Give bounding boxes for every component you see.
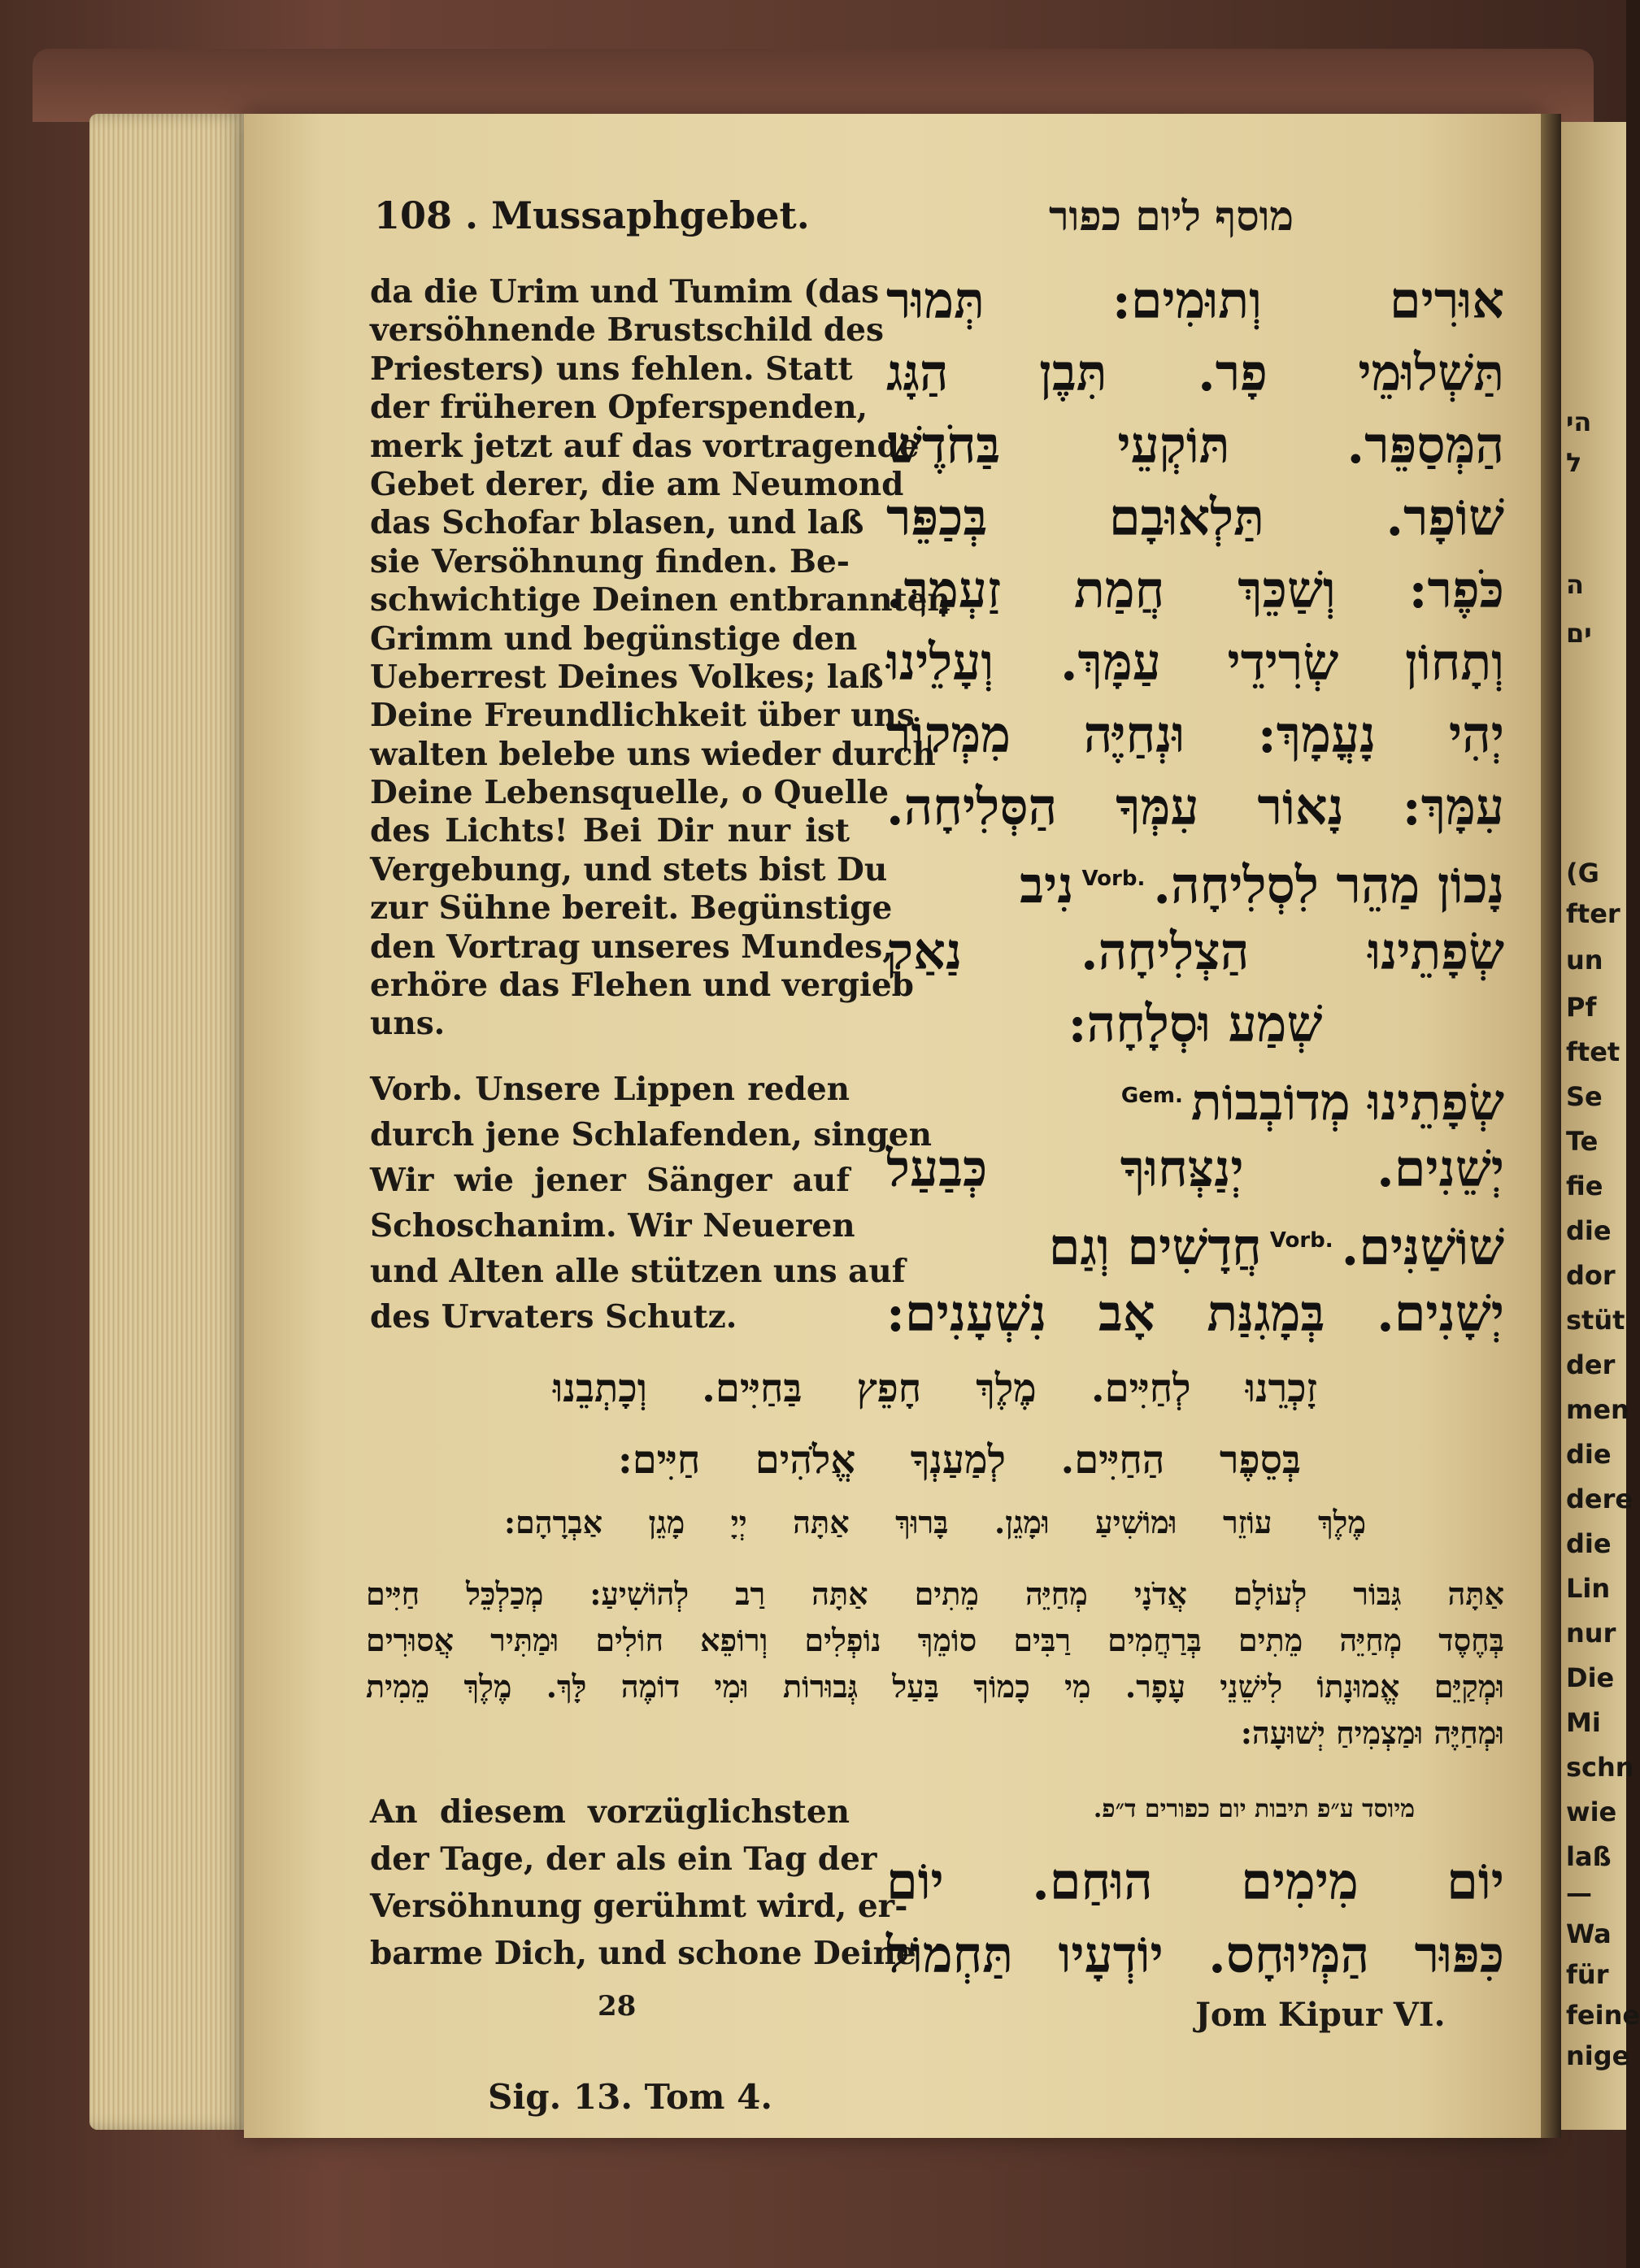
german-line: schwichtige Deinen entbrannten: [370, 581, 951, 619]
gevurot-line: וּמְחַיֶּה וּמַצְמִיחַ יְשׁוּעָה:: [1240, 1714, 1504, 1751]
next-page-line: Wa: [1566, 1918, 1612, 1949]
signature-mark: 28: [598, 1990, 637, 2023]
hebrew-line: כֹּפֶר: וְשַׁכֵּךְ חֲמַת זַעְמָךְ.: [886, 560, 1504, 619]
german-translation-column: [370, 273, 951, 1044]
german-line: Ueberrest Deines Volkes; laß: [370, 658, 884, 696]
hebrew-line: יוֹם מִימִים הוּחַם. יוֹם: [886, 1852, 1504, 1911]
hebrew-line-tail: נִיב: [1020, 855, 1074, 915]
hebrew-line: שׁוֹפָר. תַּלְאוּבָם בְּכַפֵּר: [886, 488, 1504, 547]
next-page-line: fie: [1566, 1171, 1603, 1201]
next-page-line: ftet: [1566, 1036, 1620, 1067]
next-page-line: die: [1566, 1215, 1612, 1246]
next-page-line: nige: [1566, 2040, 1630, 2071]
gevurot-line: וּמְקַיֵּם אֱמוּנָתוֹ לִישֵׁנֵי עָפָר. מִי כָמוֹךָ בַּעַל גְּבוּרוֹת וּמִי דוֹמֶה לָּךְ. מֶלֶךְ מֵמִית: [366, 1668, 1504, 1705]
german-line: Deine Lebensquelle, o Quelle: [370, 774, 890, 812]
next-page-line: ה: [1566, 569, 1584, 600]
hebrew-line: שְׂפָתֵינוּ הַצְלִיחָה. נַאַק: [886, 922, 1504, 981]
hebrew-line: עִמָּךְ: נָאוֹר עִמְּךָ הַסְּלִיחָה.: [886, 777, 1504, 836]
gevurot-paragraph: [366, 1571, 1504, 1756]
hebrew-line: תַּשְׁלוּמֵי פָר. תִּבֶן הַגָּג: [886, 343, 1504, 402]
next-page-line: Die: [1566, 1662, 1615, 1693]
hebrew-line: יְהִי נָעֳמָךְ: וּנְחַיֶּה מִמְּקוֹר: [886, 705, 1504, 764]
next-page-line: Te: [1566, 1126, 1599, 1157]
german-line: der früheren Opferspenden,: [370, 389, 868, 427]
hebrew-line-text: נָכוֹן מַהֵר לִסְלִיחָה.: [1153, 855, 1504, 915]
hebrew-piyyut-column: [886, 264, 1504, 1349]
page-edges: [89, 114, 252, 2130]
german-line: der Tage, der als ein Tag der: [370, 1840, 877, 1878]
next-page-line: Se: [1566, 1081, 1603, 1112]
german-line: des Urvaters Schutz.: [370, 1298, 737, 1336]
book-cover-top: [33, 49, 1594, 122]
german-translation-column-2: [370, 1067, 932, 1340]
running-header-german: 108 . Mussaphgebet.: [374, 193, 810, 237]
next-page-line: dor: [1566, 1260, 1616, 1291]
german-line: Vergebung, und stets bist Du: [370, 850, 888, 889]
hebrew-bottom-column: [886, 1845, 1504, 1992]
german-line: merk jetzt auf das vortragende: [370, 427, 920, 465]
next-page-line: wie: [1566, 1797, 1617, 1827]
german-line: das Schofar blasen, und laß: [370, 504, 864, 542]
hebrew-line-tail: חֲדָשִׁים וְגַם: [1048, 1217, 1262, 1277]
german-line: uns.: [370, 1005, 446, 1043]
german-line: des Lichts! Bei Dir nur ist: [370, 812, 850, 850]
german-line: den Vortrag unseres Mundes,: [370, 928, 894, 966]
next-page-line: ל: [1566, 447, 1582, 478]
vorbeter-marker: Vorb.: [1081, 867, 1146, 891]
german-line: Wir wie jener Sänger auf: [370, 1162, 850, 1199]
german-line: Priesters) uns fehlen. Statt: [370, 350, 853, 388]
hebrew-line: [886, 1060, 1504, 1132]
next-page-line: Lin: [1566, 1573, 1611, 1604]
next-page-line: feine: [1566, 2000, 1640, 2031]
german-line: erhöre das Flehen und vergieb: [370, 967, 914, 1005]
next-page-line: un: [1566, 945, 1603, 975]
hebrew-line: [886, 843, 1504, 915]
hebrew-line: [886, 1205, 1504, 1277]
acrostic-note: מיוסד ע״פ תיבות יום כפורים ד״פ.: [1093, 1795, 1415, 1823]
hebrew-line: אוּרִים וְתוּמִים: תְּמוּר: [886, 271, 1504, 330]
next-page-line: ים: [1566, 618, 1592, 649]
german-line: da die Urim und Tumim (das: [370, 273, 880, 311]
magen-avraham-line: מֶלֶךְ עוֹזֵר וּמוֹשִׁיעַ וּמָגֵן. בָּרוּךְ אַתָּה יְיָ מָגֵן אַבְרָהָם:: [504, 1504, 1366, 1540]
vorbeter-marker: Vorb.: [1269, 1228, 1333, 1253]
german-line: walten belebe uns wieder durch: [370, 735, 936, 773]
german-line: und Alten alle stützen uns auf: [370, 1253, 906, 1290]
german-line: versöhnende Brustschild des: [370, 311, 884, 350]
book-gutter: [1541, 114, 1561, 2138]
hebrew-line: וְתָחוֹן שְׂרִידֵי עַמָּךְ. וְעָלֵינוּ: [886, 632, 1504, 692]
next-page-line: für: [1566, 1959, 1609, 1990]
next-page-line: (G: [1566, 858, 1599, 889]
running-header-hebrew: מוסף ליום כפור: [1049, 192, 1294, 240]
german-line: Gebet derer, die am Neumond: [370, 465, 904, 503]
library-signature: Sig. 13. Tom 4.: [488, 2077, 772, 2117]
next-page-line: Pf: [1566, 992, 1597, 1023]
next-page-line: die: [1566, 1439, 1612, 1470]
next-page-line: schn: [1566, 1752, 1634, 1783]
next-page-line: fter: [1566, 898, 1620, 929]
hebrew-line: הַמְּסַפֵּר. תּוֹקְעֵי בַּחֹדֶשׁ: [886, 415, 1504, 475]
german-line: sie Versöhnung finden. Be-: [370, 542, 850, 580]
next-page-line: dere: [1566, 1484, 1633, 1514]
german-line: Grimm und begünstige den: [370, 619, 858, 658]
next-page-line: die: [1566, 1528, 1612, 1559]
gemeinde-marker: Gem.: [1120, 1084, 1183, 1108]
gevurot-line: בְּחֶסֶד מְחַיֵּה מֵתִים בְּרַחֲמִים רַבִּים סוֹמֵךְ נוֹפְלִים וְרוֹפֵא חוֹלִים וּמַתִּיר אֲסוּרִים: [366, 1622, 1504, 1658]
next-page-line: —: [1566, 1878, 1592, 1909]
gevurot-line: אַתָּה גִּבּוֹר לְעוֹלָם אֲדֹנָי מְחַיֵּה מֵתִים אַתָּה רַב לְהוֹשִׁיעַ: מְכַלְכֵּל חַיִּים: [366, 1575, 1504, 1612]
german-bottom-column: [370, 1788, 916, 1977]
next-page-line: men: [1566, 1394, 1629, 1425]
next-page-line: stüt: [1566, 1305, 1625, 1336]
book-signature-right: Jom Kipur VI.: [1195, 1996, 1446, 2034]
german-line: Schoschanim. Wir Neueren: [370, 1207, 855, 1245]
zochreinu-line-2: בְּסֵפֶר הַחַיִּים. לְמַעַנְךָ אֱלֹהִים חַיִּים:: [618, 1437, 1301, 1483]
german-line: Versöhnung gerühmt wird, er-: [370, 1888, 908, 1925]
german-line: Deine Freundlichkeit über uns: [370, 697, 915, 735]
hebrew-line: כִּפּוּר הַמְּיוּחָס. יוֹדְעָיו תַּחְמוֹל: [886, 1925, 1504, 1984]
hebrew-line-text: שׁוֹשַׁנִּים.: [1341, 1217, 1504, 1277]
hebrew-line: יְשָׁנִים. בְּמָגִנַּת אָב נִשְׁעָנִים:: [886, 1284, 1504, 1343]
hebrew-line-text: שְׂפָתֵינוּ מְדוֹבְבוֹת: [1190, 1072, 1504, 1132]
next-page-line: laß: [1566, 1841, 1612, 1872]
zochreinu-line-1: זָכְרֵנוּ לְחַיִּים. מֶלֶךְ חָפֵץ בַּחַיִּים. וְכָתְבֵנוּ: [553, 1366, 1318, 1411]
next-page-line: nur: [1566, 1618, 1616, 1649]
german-line: Vorb. Unsere Lippen reden: [370, 1071, 850, 1108]
next-page-line: der: [1566, 1349, 1616, 1380]
hebrew-line: שְׁמַע וּסְלָחָה:: [1068, 994, 1323, 1054]
german-line: durch jene Schlafenden, singen: [370, 1116, 932, 1154]
next-page-fragment: [1561, 122, 1640, 2130]
german-line: zur Sühne bereit. Begünstige: [370, 889, 893, 928]
german-line: barme Dich, und schone Deine: [370, 1935, 916, 1972]
next-page-line: Mi: [1566, 1707, 1601, 1738]
hebrew-line: יְשֵׁנִים. יְנַצְּחוּךָ כְּבַעַל: [886, 1139, 1504, 1198]
next-page-line: הי: [1566, 406, 1592, 437]
german-line: An diesem vorzüglichsten: [370, 1793, 850, 1831]
